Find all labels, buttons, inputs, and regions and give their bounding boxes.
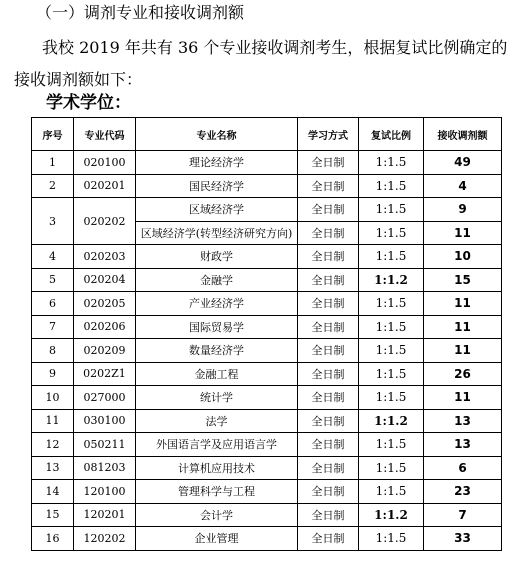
cell-ratio: 1:1.5 xyxy=(359,221,424,245)
cell-ratio: 1:1.5 xyxy=(359,315,424,339)
cell-mode: 全日制 xyxy=(298,268,359,292)
cell-quota: 11 xyxy=(424,315,502,339)
cell-mode: 全日制 xyxy=(298,174,359,198)
cell-code: 027000 xyxy=(74,386,136,410)
table-row xyxy=(32,503,502,527)
cell-mode: 全日制 xyxy=(298,245,359,269)
cell-ratio: 1:1.5 xyxy=(359,245,424,269)
cell-seq: 11 xyxy=(32,409,74,433)
cell-name: 财政学 xyxy=(136,245,298,269)
table-row xyxy=(32,245,502,269)
section-heading: （一）调剂专业和接收调剂额 xyxy=(36,3,245,22)
header-quota: 接收调剂额 xyxy=(424,118,502,151)
cell-seq: 10 xyxy=(32,386,74,410)
header-ratio: 复试比例 xyxy=(359,118,424,151)
cell-quota: 49 xyxy=(424,151,502,175)
cell-code: 020206 xyxy=(74,315,136,339)
cell-ratio: 1:1.5 xyxy=(359,362,424,386)
cell-ratio: 1:1.5 xyxy=(359,174,424,198)
cell-ratio: 1:1.5 xyxy=(359,198,424,222)
cell-code: 030100 xyxy=(74,409,136,433)
cell-code: 050211 xyxy=(74,433,136,457)
table-row xyxy=(32,480,502,504)
table-row xyxy=(32,198,502,222)
cell-mode: 全日制 xyxy=(298,221,359,245)
cell-seq: 1 xyxy=(32,151,74,175)
cell-mode: 全日制 xyxy=(298,339,359,363)
cell-seq: 5 xyxy=(32,268,74,292)
cell-seq: 8 xyxy=(32,339,74,363)
cell-seq: 4 xyxy=(32,245,74,269)
cell-code: 120201 xyxy=(74,503,136,527)
cell-seq: 2 xyxy=(32,174,74,198)
table-header-row xyxy=(32,118,502,151)
cell-mode: 全日制 xyxy=(298,292,359,316)
cell-mode: 全日制 xyxy=(298,527,359,551)
table-row xyxy=(32,456,502,480)
cell-quota: 13 xyxy=(424,409,502,433)
cell-name: 法学 xyxy=(136,409,298,433)
cell-name: 数量经济学 xyxy=(136,339,298,363)
cell-quota: 11 xyxy=(424,292,502,316)
cell-mode: 全日制 xyxy=(298,433,359,457)
cell-code: 020203 xyxy=(74,245,136,269)
cell-name: 区域经济学 xyxy=(136,198,298,222)
cell-quota: 11 xyxy=(424,221,502,245)
cell-ratio: 1:1.5 xyxy=(359,292,424,316)
header-name: 专业名称 xyxy=(136,118,298,151)
intro-paragraph xyxy=(14,32,516,96)
cell-name: 理论经济学 xyxy=(136,151,298,175)
cell-quota: 6 xyxy=(424,456,502,480)
cell-code: 020202 xyxy=(74,198,136,245)
table-row xyxy=(32,292,502,316)
cell-name: 区域经济学(转型经济研究方向) xyxy=(136,221,298,245)
intro-line-2: 接收调剂额如下： xyxy=(14,70,143,89)
cell-quota: 7 xyxy=(424,503,502,527)
cell-quota: 33 xyxy=(424,527,502,551)
intro-line-1: 我校 2019 年共有 36 个专业接收调剂考生，根据复试比例确定的 xyxy=(42,38,508,57)
quota-table xyxy=(31,117,502,551)
table-row xyxy=(32,339,502,363)
cell-mode: 全日制 xyxy=(298,409,359,433)
cell-mode: 全日制 xyxy=(298,362,359,386)
cell-name: 金融学 xyxy=(136,268,298,292)
cell-seq: 6 xyxy=(32,292,74,316)
cell-quota: 10 xyxy=(424,245,502,269)
cell-name: 企业管理 xyxy=(136,527,298,551)
cell-name: 统计学 xyxy=(136,386,298,410)
table-row xyxy=(32,409,502,433)
cell-name: 国际贸易学 xyxy=(136,315,298,339)
cell-seq: 16 xyxy=(32,527,74,551)
cell-ratio: 1:1.5 xyxy=(359,527,424,551)
cell-code: 081203 xyxy=(74,456,136,480)
table-row xyxy=(32,386,502,410)
table-row xyxy=(32,527,502,551)
header-mode: 学习方式 xyxy=(298,118,359,151)
cell-mode: 全日制 xyxy=(298,151,359,175)
cell-name: 产业经济学 xyxy=(136,292,298,316)
table-row xyxy=(32,362,502,386)
cell-name: 管理科学与工程 xyxy=(136,480,298,504)
cell-quota: 11 xyxy=(424,339,502,363)
cell-code: 020204 xyxy=(74,268,136,292)
cell-quota: 13 xyxy=(424,433,502,457)
cell-seq: 7 xyxy=(32,315,74,339)
cell-mode: 全日制 xyxy=(298,198,359,222)
cell-code: 020100 xyxy=(74,151,136,175)
table-row xyxy=(32,315,502,339)
cell-quota: 11 xyxy=(424,386,502,410)
cell-name: 国民经济学 xyxy=(136,174,298,198)
cell-ratio: 1:1.5 xyxy=(359,456,424,480)
cell-ratio: 1:1.5 xyxy=(359,339,424,363)
cell-seq: 9 xyxy=(32,362,74,386)
cell-name: 外国语言学及应用语言学 xyxy=(136,433,298,457)
cell-code: 120202 xyxy=(74,527,136,551)
cell-ratio: 1:1.5 xyxy=(359,433,424,457)
cell-quota: 26 xyxy=(424,362,502,386)
cell-code: 020205 xyxy=(74,292,136,316)
table-body xyxy=(32,151,502,551)
cell-seq: 15 xyxy=(32,503,74,527)
cell-ratio: 1:1.2 xyxy=(359,503,424,527)
cell-code: 0202Z1 xyxy=(74,362,136,386)
cell-seq: 3 xyxy=(32,198,74,245)
cell-code: 120100 xyxy=(74,480,136,504)
header-code: 专业代码 xyxy=(74,118,136,151)
cell-mode: 全日制 xyxy=(298,456,359,480)
table-row xyxy=(32,268,502,292)
cell-ratio: 1:1.5 xyxy=(359,480,424,504)
cell-mode: 全日制 xyxy=(298,315,359,339)
cell-ratio: 1:1.2 xyxy=(359,268,424,292)
cell-mode: 全日制 xyxy=(298,503,359,527)
cell-quota: 23 xyxy=(424,480,502,504)
cell-name: 会计学 xyxy=(136,503,298,527)
cell-seq: 14 xyxy=(32,480,74,504)
cell-code: 020201 xyxy=(74,174,136,198)
cell-seq: 13 xyxy=(32,456,74,480)
cell-name: 金融工程 xyxy=(136,362,298,386)
table-row xyxy=(32,433,502,457)
cell-mode: 全日制 xyxy=(298,480,359,504)
cell-ratio: 1:1.5 xyxy=(359,151,424,175)
table-row xyxy=(32,174,502,198)
cell-code: 020209 xyxy=(74,339,136,363)
academic-degree-label: 学术学位： xyxy=(46,93,131,113)
cell-mode: 全日制 xyxy=(298,386,359,410)
cell-ratio: 1:1.2 xyxy=(359,409,424,433)
cell-quota: 9 xyxy=(424,198,502,222)
cell-quota: 15 xyxy=(424,268,502,292)
cell-ratio: 1:1.5 xyxy=(359,386,424,410)
table-row xyxy=(32,151,502,175)
header-seq: 序号 xyxy=(32,118,74,151)
cell-seq: 12 xyxy=(32,433,74,457)
cell-name: 计算机应用技术 xyxy=(136,456,298,480)
cell-quota: 4 xyxy=(424,174,502,198)
